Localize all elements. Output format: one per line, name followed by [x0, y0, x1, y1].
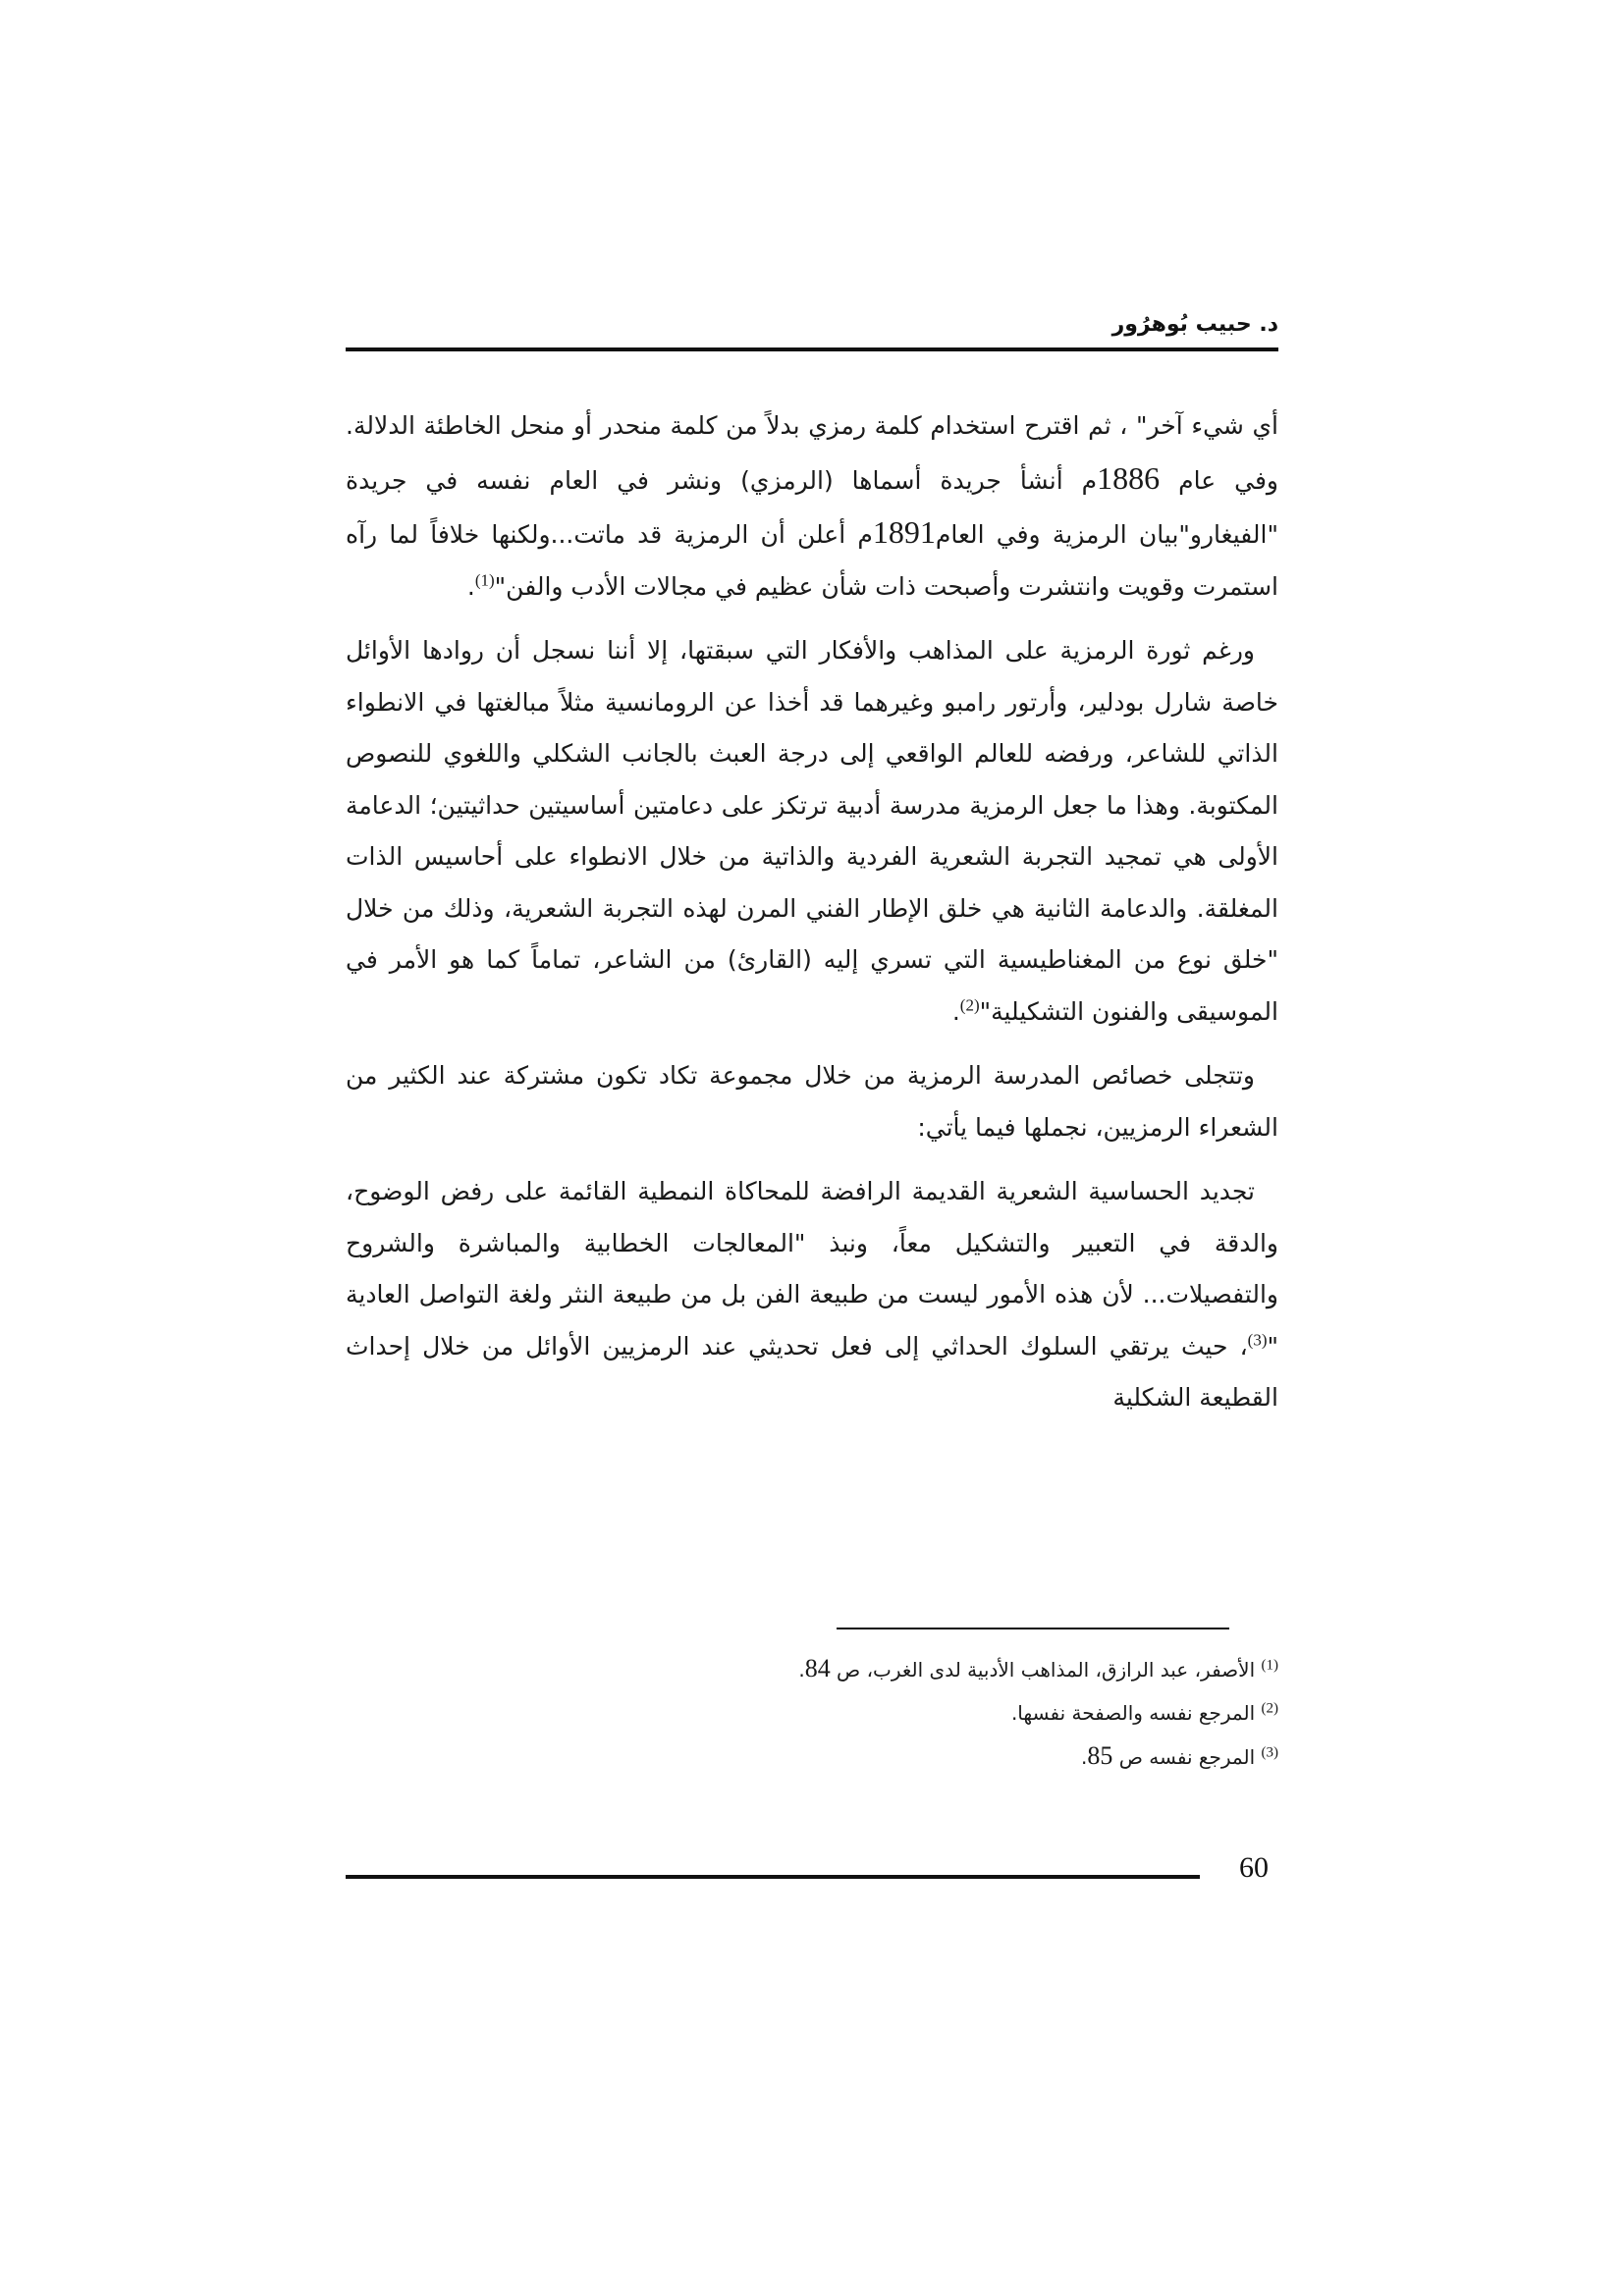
paragraph-1-part-a: أي شيء آخر" ، ثم اقترح استخدام كلمة رمزي بدلاً من كلمة منحدر أو منحل الخاطئة الدلالة. وفي عام [346, 411, 1278, 495]
header-rule [346, 347, 1278, 351]
year-1891: 1891 [872, 514, 936, 550]
paragraph-1-part-b: م أنشأ جريدة أسماها (الرمزي) ونشر في العام نفسه في جريدة "الفيغارو"بيان الرمزية وفي العام [346, 465, 1278, 549]
footnote-2 [346, 1691, 1278, 1735]
footnote-3-end: . [1081, 1745, 1088, 1769]
footnote-1-page: 84 [804, 1654, 831, 1682]
footnote-1 [346, 1647, 1278, 1691]
footnote-2-text: المرجع نفسه والصفحة نفسها. [1010, 1701, 1256, 1725]
footnote-3-page: 85 [1087, 1741, 1113, 1770]
main-text [346, 400, 1278, 1437]
footnote-separator [837, 1628, 1229, 1629]
footnote-ref-1: (1) [474, 570, 495, 590]
footnote-ref-2: (2) [959, 995, 980, 1015]
footer-rule [346, 1875, 1200, 1879]
footnote-3-marker: (3) [1261, 1744, 1278, 1761]
paragraph-4-part-a: تجديد الحساسية الشعرية القديمة الرافضة للمحاكاة النمطية القائمة على رفض الوضوح، والدقة في التعبير والتشكيل معاً، ونبذ "المعالجات الخطابية والمباشرة والشروح والتفصيلات... لأن هذه الأمور ليست من طبيعة الفن بل من طبيعة النثر ولغة التواصل العادية " [346, 1177, 1278, 1361]
paragraph-2-text: ورغم ثورة الرمزية على المذاهب والأفكار التي سبقتها، إلا أننا نسجل أن روادها الأوائل خاصة شارل بودلير، وأرتور رامبو وغيرهما قد أخذا عن الرومانسية مثلاً مبالغتها في الانطواء الذاتي للشاعر، ورفضه للعالم الواقعي إلى درجة العبث بالجانب الشكلي واللغوي للنصوص المكتوبة. وهذا ما جعل الرمزية مدرسة أدبية ترتكز على دعامتين أساسيتين حداثيتين؛ الدعامة الأولى هي تمجيد التجربة الشعرية الفردية والذاتية من خلال الانطواء على أحاسيس الذات المغلقة. والدعامة الثانية هي خلق الإطار الفني المرن لهذه التجربة الشعرية، وذلك من خلال "خلق نوع من المغناطيسية التي تسري إليه (القارئ) من الشاعر، تماماً كما هو الأمر في الموسيقى والفنون التشكيلية" [346, 636, 1278, 1026]
running-head-author: د. حبيب بُوهرُور [1111, 312, 1278, 337]
footnotes [346, 1647, 1278, 1779]
paragraph-4-part-b: ، حيث يرتقي السلوك الحداثي إلى فعل تحديثي عند الرمزيين الأوائل من خلال إحداث القطيعة الشكلية [346, 1331, 1278, 1412]
footnote-2-marker: (2) [1261, 1700, 1278, 1717]
paragraph-2 [346, 625, 1278, 1038]
footnote-1-text: الأصفر، عبد الرازق، المذاهب الأدبية لدى الغرب، ص [830, 1658, 1256, 1682]
paragraph-3-text: وتتجلى خصائص المدرسة الرمزية من خلال مجموعة تكاد تكون مشتركة عند الكثير من الشعراء الرمزيين، نجملها فيما يأتي: [346, 1061, 1278, 1142]
footnote-1-marker: (1) [1261, 1657, 1278, 1674]
footnote-1-end: . [798, 1658, 805, 1682]
year-1886: 1886 [1097, 459, 1161, 496]
paragraph-1-part-c: م أعلن أن الرمزية قد ماتت...ولكنها خلافاً لما رآه استمرت وقويت وانتشرت وأصبحت ذات شأن عظيم في مجالات الأدب والفن" [346, 520, 1278, 601]
paragraph-4 [346, 1166, 1278, 1424]
paragraph-1-end: . [466, 571, 475, 601]
footnote-ref-3: (3) [1247, 1330, 1268, 1350]
page-number: 60 [1239, 1851, 1269, 1884]
footnote-3-text: المرجع نفسه ص [1112, 1745, 1256, 1769]
paragraph-2-end: . [951, 996, 960, 1026]
footnote-3 [346, 1735, 1278, 1779]
paragraph-3 [346, 1050, 1278, 1153]
paragraph-1 [346, 400, 1278, 613]
